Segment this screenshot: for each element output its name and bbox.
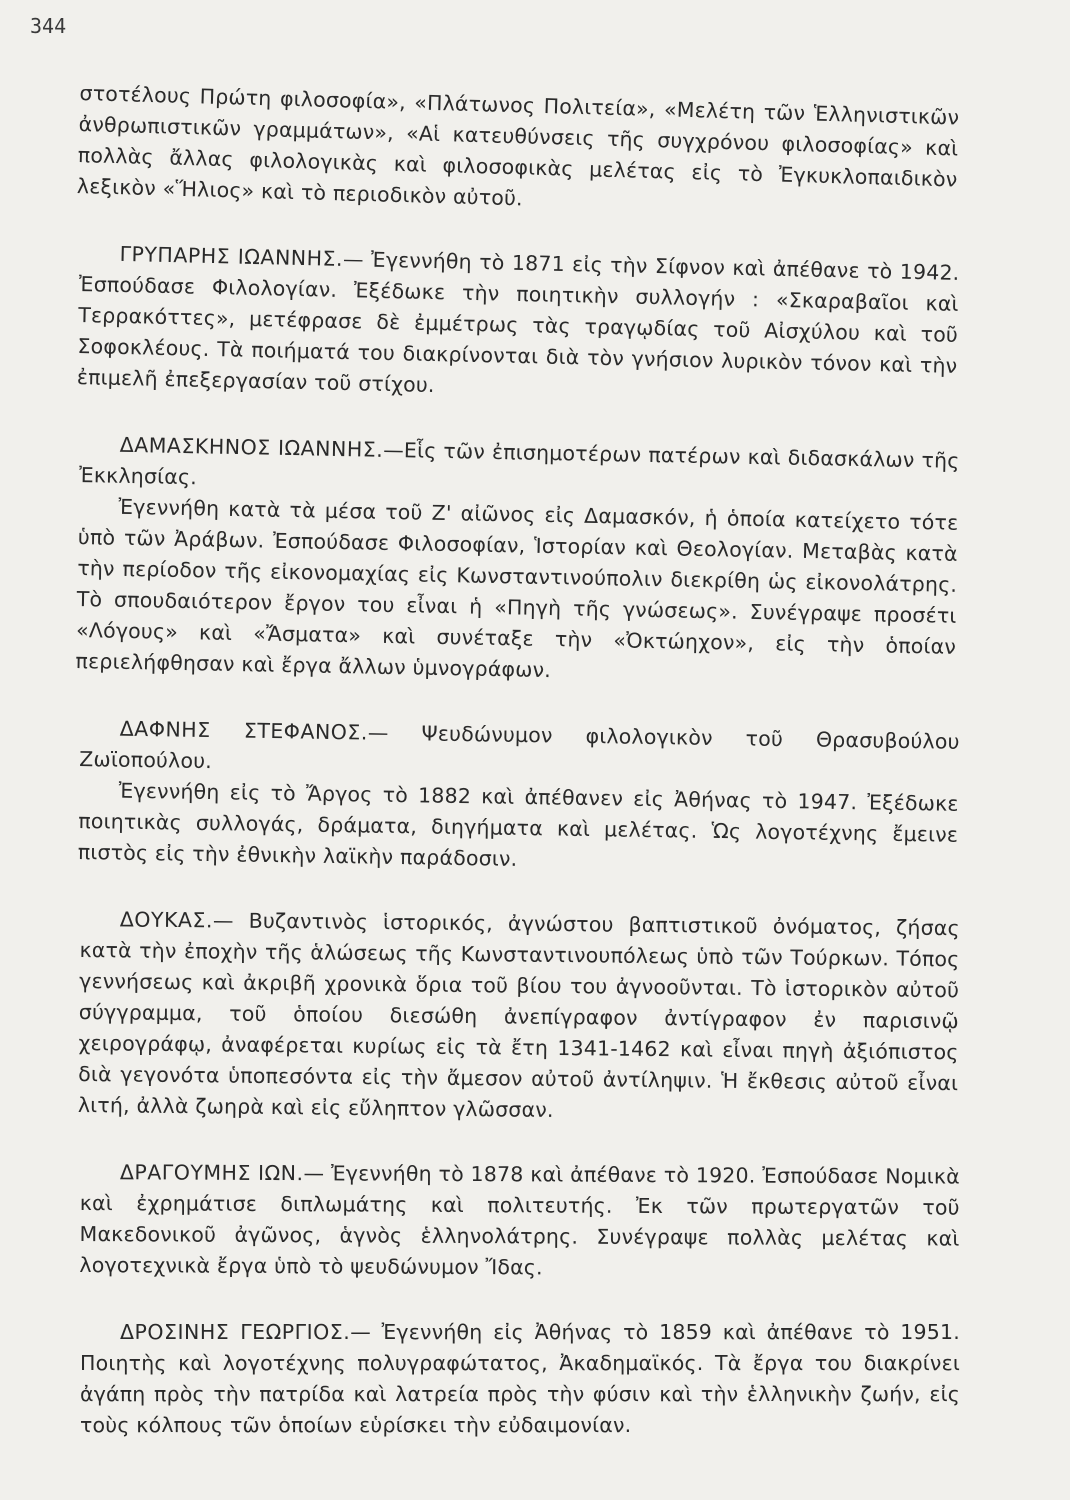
paragraph-text (80, 1317, 960, 1441)
paragraph-text: Ἐγεννήθη εἰς τὸ Ἄργος τὸ 1882 καὶ ἀπέθανεν εἰς Ἀθήνας τὸ 1947. Ἐξέδωκε ποιητικὰς συλλογάς, δράματα, διηγήματα καὶ μελέτας. Ὡς λογοτέχνης ἔμεινε πιστὸς εἰς τὴν ἐθνικὴν λαϊκὴν παράδοσιν. (77, 778, 959, 871)
entry-doukas (78, 904, 960, 1130)
page-number: 344 (30, 14, 67, 38)
entry-name: ΔΡΑΓΟΥΜΗΣ ΙΩΝ. (119, 1160, 304, 1186)
page-body (75, 78, 960, 1477)
entry-text: — Ἐγεννήθη εἰς Ἀθήνας τὸ 1859 καὶ ἀπέθανε τὸ 1951. Ποιητὴς καὶ λογοτέχνης πολυγραφώτατος, Ἀκαδημαϊκός. Τὰ ἔργα του διακρίνει ἀγάπη πρὸς τὴν πατρίδα καὶ λατρεία πρὸς τὴν φύσιν καὶ τὴν ἑλληνικὴν ζωήν, εἰς τοὺς κόλπους τῶν ὁποίων εὑρίσκει τὴν εὐδαιμονίαν. (80, 1320, 960, 1437)
entry-name: ΔΑΜΑΣΚΗΝΟΣ ΙΩΑΝΝΗΣ. (119, 432, 384, 462)
paragraph-text (78, 904, 960, 1130)
entry-name: ΔΡΟΣΙΝΗΣ ΓΕΩΡΓΙΟΣ. (120, 1320, 351, 1344)
entry-name: ΔΑΦΝΗΣ ΣΤΕΦΑΝΟΣ. (119, 716, 369, 745)
entry-text: — Ἐγεννήθη τὸ 1878 καὶ ἀπέθανε τὸ 1920. Ἐσπούδασε Νομικὰ καὶ ἐχρημάτισε διπλωμάτης καὶ πολιτευτής. Ἐκ τῶν πρωτεργατῶν τοῦ Μακεδονικοῦ ἀγῶνος, ἁγνὸς ἑλληνολάτρης. Συνέγραψε πολλὰς μελέτας καὶ λογοτεχνικὰ ἔργα ὑπὸ τὸ ψευδώνυμον Ἴδας. (79, 1161, 960, 1280)
entry-dragoumis (79, 1157, 960, 1286)
paragraph-text (79, 1157, 960, 1286)
entry-damaskinos (75, 429, 960, 694)
entry-gryparis (76, 238, 959, 413)
paragraph-text: Ἐγεννήθη κατὰ τὰ μέσα τοῦ Ζ' αἰῶνος εἰς Δαμασκόν, ἡ ὁποία κατείχετο τότε ὑπὸ τῶν Ἀράβων. Ἐσπούδασε Φιλοσοφίαν, Ἱστορίαν καὶ Θεολογίαν. Μεταβὰς κατὰ τὴν περίοδον τῆς εἰκονομαχίας εἰς Κωνσταντινούπολιν διεκρίθη ὡς εἰκονολάτρης. Τὸ σπουδαιότερον ἔργον του εἶναι ἡ «Πηγὴ τῆς γνώσεως». Συνέγραψε προσέτι «Λόγους» καὶ «Ἄσματα» καὶ συνέταξε τὴν «Ὀκτώηχον», εἰς τὴν ὁποίαν περιελήφθησαν καὶ ἔργα ἄλλων ὑμνογράφων. (75, 494, 959, 683)
paragraph-text: στοτέλους Πρώτη φιλοσοφία», «Πλάτωνος Πολιτεία», «Μελέτη τῶν Ἑλληνιστικῶν ἀνθρωπιστικῶν γραμμάτων», «Αἱ κατευθύνσεις τῆς συγχρόνου φιλοσοφίας» καὶ πολλὰς ἄλλας φιλολογικὰς καὶ φιλοσοφικὰς μελέτας εἰς τὸ Ἐγκυκλοπαιδικὸν λεξικὸν «Ἥλιος» καὶ τὸ περιοδικὸν αὐτοῦ. (76, 80, 960, 211)
entry-name: ΓΡΥΠΑΡΗΣ ΙΩΑΝΝΗΣ. (119, 241, 344, 271)
entry-text: — Βυζαντινὸς ἱστορικός, ἀγνώστου βαπτιστικοῦ ὀνόματος, ζήσας κατὰ τὴν ἐποχὴν τῆς ἁλώσεως τῆς Κωνσταντινουπόλεως ὑπὸ τῶν Τούρκων. Τόπος γεννήσεως καὶ ἀκριβῆ χρονικὰ ὅρια τοῦ βίου του ἀγνοοῦνται. Τὸ ἱστορικὸν αὐτοῦ σύγγραμμα, τοῦ ὁποίου διεσώθη ἀνεπίγραφον ἀντίγραφον ἐν παρισινῷ χειρογράφῳ, ἀναφέρεται κυρίως εἰς τὰ ἔτη 1341-1462 καὶ εἶναι πηγὴ ἀξιόπιστος διὰ γεγονότα ὑποπεσόντα εἰς τὴν ἄμεσον αὐτοῦ ἀντίληψιν. Ἡ ἔκθεσις αὐτοῦ εἶναι λιτή, ἀλλὰ ζωηρὰ καὶ εἰς εὔληπτον γλῶσσαν. (77, 908, 960, 1122)
entry-drosinis (80, 1317, 960, 1441)
entry-dafnis (78, 713, 960, 882)
intro-paragraph (77, 78, 960, 227)
entry-text: —Εἷς τῶν ἐπισημοτέρων πατέρων καὶ διδασκάλων τῆς Ἐκκλησίας. (78, 437, 960, 490)
entry-name: ΔΟΥΚΑΣ. (119, 907, 214, 933)
entry-text: — Ψευδώνυμον φιλολογικὸν τοῦ Θρασυβούλου Ζωϊοπούλου. (79, 720, 960, 774)
paragraph-text (76, 238, 959, 413)
entry-text: — Ἐγεννήθη τὸ 1871 εἰς τὴν Σίφνον καὶ ἀπέθανε τὸ 1942. Ἐσπούδασε Φιλολογίαν. Ἐξέδωκε τὴν ποιητικὴν συλλογήν : «Σκαραβαῖοι καὶ Τερρακόττες», μετέφρασε δὲ ἐμμέτρως τὰς τραγῳδίας τοῦ Αἰσχύλου καὶ τοῦ Σοφοκλέους. Τὰ ποιήματά του διακρίνονται διὰ τὸν γνήσιον λυρικὸν τόνον καὶ τὴν ἐπιμελῆ ἐπεξεργασίαν τοῦ στίχου. (76, 246, 960, 398)
